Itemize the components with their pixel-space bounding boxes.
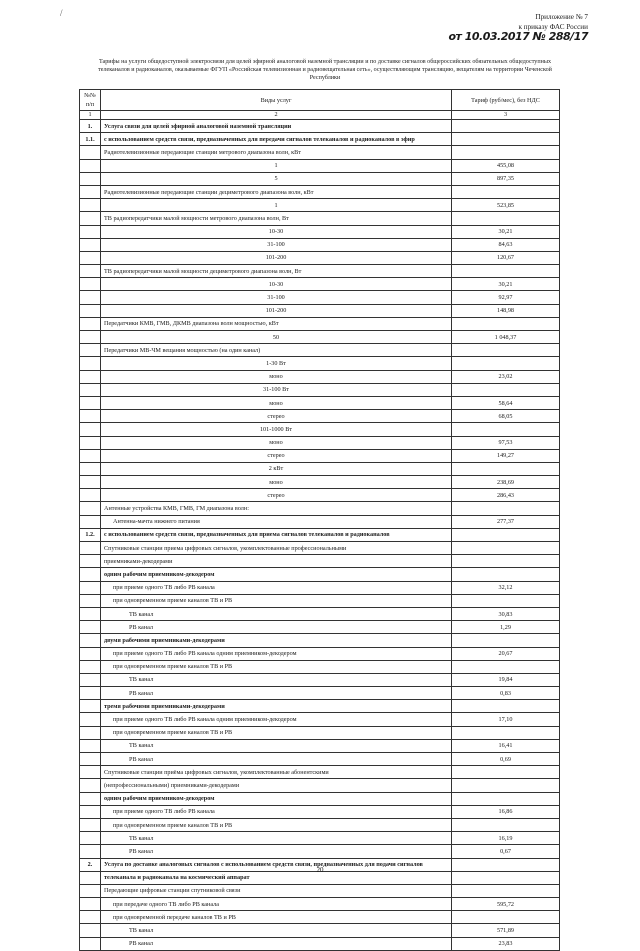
- tariff-table: [79, 89, 560, 951]
- table-row: [80, 331, 560, 344]
- tariff-value: 30,21: [452, 225, 560, 238]
- service-name: моно: [101, 476, 452, 489]
- table-row: [80, 291, 560, 304]
- row-number: [80, 753, 101, 766]
- row-number: [80, 357, 101, 370]
- tariff-value: [452, 317, 560, 330]
- tariff-value: [452, 357, 560, 370]
- service-name: ТВ радиопередатчики малой мощности дециметрового диапазона волн, Вт: [101, 265, 452, 278]
- row-number: [80, 331, 101, 344]
- corner-mark: /: [60, 8, 63, 18]
- tariff-value: [452, 634, 560, 647]
- tariff-value: [452, 700, 560, 713]
- row-number: [80, 462, 101, 475]
- service-name: Услуга по доставке аналоговых сигналов с использованием средств связи, предназначенных для подачи сигналов: [101, 858, 452, 871]
- tariff-value: 0,83: [452, 687, 560, 700]
- tariff-value: [452, 779, 560, 792]
- service-name: одним рабочим приемником-декодером: [101, 568, 452, 581]
- service-name: 1-30 Вт: [101, 357, 452, 370]
- row-number: [80, 818, 101, 831]
- service-name: 101-200: [101, 304, 452, 317]
- tariff-value: 97,53: [452, 436, 560, 449]
- service-name: РВ канал: [101, 753, 452, 766]
- tariff-value: [452, 383, 560, 396]
- table-row: [80, 199, 560, 212]
- tariff-value: [452, 462, 560, 475]
- service-name: при приеме одного ТВ либо РВ канала одним приемником-декодером: [101, 647, 452, 660]
- page-number: 20: [316, 866, 324, 874]
- service-name: Радиотелевизионные передающие станции метрового диапазона волн, кВт: [101, 146, 452, 159]
- tariff-value: [452, 146, 560, 159]
- table-row: [80, 766, 560, 779]
- tariff-value: [452, 594, 560, 607]
- tariff-value: 68,05: [452, 410, 560, 423]
- tariff-value: [452, 133, 560, 146]
- tariff-value: 120,67: [452, 251, 560, 264]
- tariff-value: 17,10: [452, 713, 560, 726]
- col-number-1: 1: [80, 111, 101, 120]
- table-row: [80, 436, 560, 449]
- service-name: моно: [101, 396, 452, 409]
- tariff-value: 595,72: [452, 898, 560, 911]
- row-number: [80, 291, 101, 304]
- service-name: 10-30: [101, 278, 452, 291]
- row-number: [80, 410, 101, 423]
- row-number: [80, 185, 101, 198]
- tariff-value: [452, 884, 560, 897]
- table-row: [80, 818, 560, 831]
- table-row: [80, 462, 560, 475]
- row-number: [80, 845, 101, 858]
- row-number: [80, 937, 101, 950]
- service-name: Антенна-мачта нижнего питания: [101, 515, 452, 528]
- table-row: [80, 647, 560, 660]
- row-number: [80, 621, 101, 634]
- tariff-value: [452, 726, 560, 739]
- table-row: [80, 133, 560, 146]
- tariff-value: [452, 265, 560, 278]
- tariff-value: [452, 423, 560, 436]
- table-row: [80, 555, 560, 568]
- tariff-value: 23,02: [452, 370, 560, 383]
- table-row: [80, 937, 560, 950]
- service-name: ТВ канал: [101, 739, 452, 752]
- row-number: [80, 898, 101, 911]
- row-number: [80, 449, 101, 462]
- service-name: Услуга связи для целей эфирной аналоговой наземной трансляции: [101, 120, 452, 133]
- service-name: 1: [101, 199, 452, 212]
- row-number: [80, 265, 101, 278]
- row-number: [80, 423, 101, 436]
- tariff-value: 23,83: [452, 937, 560, 950]
- row-number: 1.: [80, 120, 101, 133]
- tariff-value: [452, 660, 560, 673]
- table-row: [80, 159, 560, 172]
- service-name: стерео: [101, 449, 452, 462]
- row-number: [80, 542, 101, 555]
- service-name: Спутниковые станции приёма цифровых сигналов, укомплектованные абонентскими: [101, 766, 452, 779]
- tariff-value: 19,84: [452, 673, 560, 686]
- table-row: [80, 713, 560, 726]
- service-name: ТВ канал: [101, 924, 452, 937]
- row-number: [80, 779, 101, 792]
- service-name: двумя рабочими приемниками-декодерами: [101, 634, 452, 647]
- row-number: [80, 278, 101, 291]
- row-number: [80, 502, 101, 515]
- table-row: [80, 568, 560, 581]
- row-number: [80, 673, 101, 686]
- table-row: [80, 673, 560, 686]
- tariff-value: 84,63: [452, 238, 560, 251]
- tariff-value: [452, 185, 560, 198]
- service-name: (непрофессиональными) приемниками-декодерами: [101, 779, 452, 792]
- service-name: Передатчики МВ-ЧМ вещания мощностью (на один канал): [101, 344, 452, 357]
- service-name: 101-1000 Вт: [101, 423, 452, 436]
- tariff-value: 455,08: [452, 159, 560, 172]
- tariff-value: 897,35: [452, 172, 560, 185]
- row-number: [80, 884, 101, 897]
- table-row: [80, 845, 560, 858]
- table-row: [80, 792, 560, 805]
- table-row: [80, 779, 560, 792]
- tariff-value: [452, 212, 560, 225]
- row-number: [80, 726, 101, 739]
- service-name: 50: [101, 331, 452, 344]
- row-number: [80, 700, 101, 713]
- tariff-value: 0,67: [452, 845, 560, 858]
- table-row: [80, 172, 560, 185]
- row-number: 2.: [80, 858, 101, 871]
- table-row: [80, 726, 560, 739]
- col-number-3: 3: [452, 111, 560, 120]
- table-row: [80, 594, 560, 607]
- document-title: Тарифы на услуги общедоступной электросвязи для целей эфирной аналоговой наземной трансляции и по доставке сигналов общероссийских обязательных общедоступных телеканалов и радиоканалов, оказываемые ФГУП «Российская телевизионная и радиовещательная сеть», осуществляющим трансляцию, вещателям на территории Чеченской Республики: [98, 59, 552, 82]
- table-row: [80, 687, 560, 700]
- col-number-2: 2: [101, 111, 452, 120]
- tariff-value: [452, 120, 560, 133]
- service-name: ТВ канал: [101, 673, 452, 686]
- appendix-header: [448, 12, 588, 42]
- table-row: [80, 357, 560, 370]
- tariff-value: 1,29: [452, 621, 560, 634]
- table-row: [80, 410, 560, 423]
- table-row: [80, 581, 560, 594]
- tariff-value: 148,98: [452, 304, 560, 317]
- service-name: моно: [101, 436, 452, 449]
- tariff-value: 30,83: [452, 607, 560, 620]
- tariff-value: [452, 792, 560, 805]
- table-row: [80, 911, 560, 924]
- row-number: [80, 832, 101, 845]
- row-number: [80, 924, 101, 937]
- service-name: при одновременном приеме каналов ТВ и РВ: [101, 818, 452, 831]
- service-name: при передаче одного ТВ либо РВ канала: [101, 898, 452, 911]
- table-row: [80, 832, 560, 845]
- service-name: стерео: [101, 410, 452, 423]
- service-name: 2 кВт: [101, 462, 452, 475]
- header-number: №№ п/п: [80, 90, 101, 111]
- service-name: приемниками-декодерами: [101, 555, 452, 568]
- tariff-value: 149,27: [452, 449, 560, 462]
- service-name: при приеме одного ТВ либо РВ канала: [101, 805, 452, 818]
- row-number: [80, 568, 101, 581]
- table-number-row: [80, 111, 560, 120]
- header-services: Виды услуг: [101, 90, 452, 111]
- row-number: [80, 159, 101, 172]
- tariff-value: 523,85: [452, 199, 560, 212]
- row-number: [80, 146, 101, 159]
- table-row: [80, 607, 560, 620]
- table-row: [80, 621, 560, 634]
- table-row: [80, 120, 560, 133]
- service-name: Передающие цифровые станции спутниковой связи: [101, 884, 452, 897]
- table-header-row: [80, 90, 560, 111]
- table-row: [80, 634, 560, 647]
- service-name: ТВ канал: [101, 832, 452, 845]
- table-row: [80, 278, 560, 291]
- row-number: 1.2.: [80, 528, 101, 541]
- service-name: ТВ радиопередатчики малой мощности метрового диапазона волн, Вт: [101, 212, 452, 225]
- row-number: [80, 304, 101, 317]
- appendix-label: Приложение № 7: [535, 13, 588, 21]
- table-row: [80, 476, 560, 489]
- table-row: [80, 449, 560, 462]
- row-number: [80, 766, 101, 779]
- service-name: при приеме одного ТВ либо РВ канала одним приемником-декодером: [101, 713, 452, 726]
- row-number: [80, 739, 101, 752]
- table-row: [80, 542, 560, 555]
- tariff-value: 277,37: [452, 515, 560, 528]
- service-name: 31-100: [101, 291, 452, 304]
- tariff-value: 30,21: [452, 278, 560, 291]
- table-row: [80, 515, 560, 528]
- tariff-value: 0,69: [452, 753, 560, 766]
- tariff-value: [452, 542, 560, 555]
- row-number: [80, 792, 101, 805]
- tariff-value: 16,41: [452, 739, 560, 752]
- tariff-value: 16,86: [452, 805, 560, 818]
- tariff-value: 238,69: [452, 476, 560, 489]
- table-row: [80, 924, 560, 937]
- tariff-value: 92,97: [452, 291, 560, 304]
- service-name: 31-100 Вт: [101, 383, 452, 396]
- row-number: [80, 212, 101, 225]
- row-number: [80, 687, 101, 700]
- service-name: 31-100: [101, 238, 452, 251]
- row-number: [80, 199, 101, 212]
- service-name: при одновременном приеме каналов ТВ и РВ: [101, 594, 452, 607]
- header-tariff: Тариф (руб/мес), без НДС: [452, 90, 560, 111]
- row-number: [80, 383, 101, 396]
- tariff-value: [452, 766, 560, 779]
- table-row: [80, 370, 560, 383]
- table-row: [80, 700, 560, 713]
- tariff-value: [452, 528, 560, 541]
- row-number: [80, 396, 101, 409]
- tariff-value: [452, 555, 560, 568]
- row-number: [80, 647, 101, 660]
- row-number: [80, 238, 101, 251]
- service-name: при одновременном приеме каналов ТВ и РВ: [101, 660, 452, 673]
- service-name: стерео: [101, 489, 452, 502]
- service-name: 101-200: [101, 251, 452, 264]
- tariff-value: [452, 502, 560, 515]
- tariff-value: [452, 344, 560, 357]
- table-row: [80, 265, 560, 278]
- table-row: [80, 884, 560, 897]
- row-number: [80, 251, 101, 264]
- row-number: [80, 515, 101, 528]
- row-number: [80, 225, 101, 238]
- table-row: [80, 251, 560, 264]
- row-number: [80, 489, 101, 502]
- table-row: [80, 805, 560, 818]
- row-number: [80, 911, 101, 924]
- service-name: ТВ канал: [101, 607, 452, 620]
- service-name: РВ канал: [101, 687, 452, 700]
- tariff-value: 16,19: [452, 832, 560, 845]
- tariff-value: 1 048,37: [452, 331, 560, 344]
- table-row: [80, 423, 560, 436]
- service-name: с использованием средств связи, предназначенных для передачи сигналов телеканалов и радиоканалов в эфир: [101, 133, 452, 146]
- tariff-value: [452, 818, 560, 831]
- row-number: [80, 370, 101, 383]
- service-name: при одновременной передаче каналов ТВ и РВ: [101, 911, 452, 924]
- service-name: моно: [101, 370, 452, 383]
- row-number: 1.1.: [80, 133, 101, 146]
- table-row: [80, 753, 560, 766]
- service-name: 1: [101, 159, 452, 172]
- table-row: [80, 898, 560, 911]
- row-number: [80, 805, 101, 818]
- order-label: к приказу ФАС России: [518, 23, 588, 31]
- table-row: [80, 489, 560, 502]
- tariff-value: 286,43: [452, 489, 560, 502]
- service-name: Радиотелевизионные передающие станции дециметрового диапазона волн, кВт: [101, 185, 452, 198]
- service-name: одним рабочим приемником-декодером: [101, 792, 452, 805]
- tariff-value: 32,12: [452, 581, 560, 594]
- row-number: [80, 317, 101, 330]
- table-row: [80, 146, 560, 159]
- row-number: [80, 476, 101, 489]
- service-name: РВ канал: [101, 621, 452, 634]
- service-name: с использованием средств связи, предназначенных для приема сигналов телеканалов и радиоканалов: [101, 528, 452, 541]
- table-row: [80, 528, 560, 541]
- service-name: РВ канал: [101, 937, 452, 950]
- service-name: 5: [101, 172, 452, 185]
- tariff-value: [452, 568, 560, 581]
- tariff-value: [452, 911, 560, 924]
- service-name: при приеме одного ТВ либо РВ канала: [101, 581, 452, 594]
- service-name: Передатчики КМВ, ГМВ, ДКМВ диапазона волн мощностью, кВт: [101, 317, 452, 330]
- table-row: [80, 225, 560, 238]
- service-name: 10-30: [101, 225, 452, 238]
- row-number: [80, 344, 101, 357]
- row-number: [80, 555, 101, 568]
- row-number: [80, 172, 101, 185]
- tariff-value: 571,89: [452, 924, 560, 937]
- table-row: [80, 304, 560, 317]
- tariff-value: 58,64: [452, 396, 560, 409]
- table-row: [80, 212, 560, 225]
- row-number: [80, 660, 101, 673]
- service-name: тремя рабочими приемниками-декодерами: [101, 700, 452, 713]
- table-row: [80, 238, 560, 251]
- table-row: [80, 317, 560, 330]
- row-number: [80, 713, 101, 726]
- table-row: [80, 502, 560, 515]
- table-row: [80, 185, 560, 198]
- service-name: при одновременном приеме каналов ТВ и РВ: [101, 726, 452, 739]
- service-name: Спутниковые станции приема цифровых сигналов, укомплектованные профессиональными: [101, 542, 452, 555]
- row-number: [80, 594, 101, 607]
- row-number: [80, 634, 101, 647]
- order-date: от 10.03.2017 № 288/17: [448, 30, 588, 43]
- table-row: [80, 739, 560, 752]
- service-name: телеканала и радиоканала на космический аппарат: [101, 871, 452, 884]
- table-row: [80, 383, 560, 396]
- table-row: [80, 396, 560, 409]
- table-row: [80, 344, 560, 357]
- row-number: [80, 607, 101, 620]
- service-name: РВ канал: [101, 845, 452, 858]
- service-name: Антенные устройства КМВ, ГМВ, ГМ диапазона волн:: [101, 502, 452, 515]
- row-number: [80, 436, 101, 449]
- table-row: [80, 660, 560, 673]
- row-number: [80, 581, 101, 594]
- tariff-value: 20,67: [452, 647, 560, 660]
